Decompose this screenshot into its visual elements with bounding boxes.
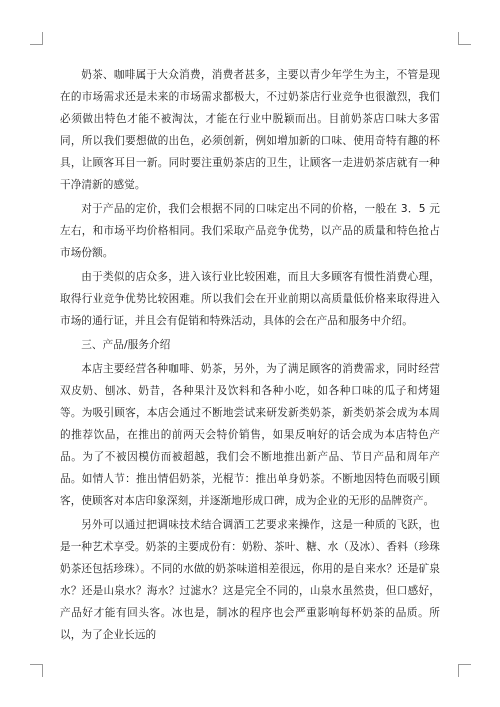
paragraph-craft: 另外可以通过把调味技术结合调酒工艺要求来操作，这是一种质的飞跃，也是一种艺术享受。奶茶的主要成份有：奶粉、茶叶、糖、水（及冰）、香料（珍珠奶茶还包括珍珠）。不同的水做的奶茶味道相差很远，你用的是自来水？还是矿泉水？还是山泉水？海水？过滤水？这是完全不同的，山泉水虽然贵，但口感好，产品好才能有回头客。冰也是，制冰的程序也会严重影响每杯奶茶的品质。所以，为了企业长远的: [60, 519, 440, 641]
paragraph-pricing: 对于产品的定价，我们会根据不同的口味定出不同的价格，一般在 3．5 元左右，和市场平均价格相同。我们采取产品竞争优势，以产品的质量和特色抢占市场份额。: [60, 203, 440, 259]
crop-mark-top-left: [30, 32, 43, 45]
paragraph-products: 本店主要经营各种咖啡、奶茶，另外，为了满足顾客的消费需求，同时经营双皮奶、刨冰、奶昔，各种果汁及饮料和各种小吃，如各种口味的瓜子和烤翅等。为吸引顾客，本店会通过不断地尝试来研发新类奶茶，新类奶茶会成为本周的推荐饮品，在推出的前两天会特价销售，如果反响好的话会成为本店特色产品。为了不被因模仿而被超越，我们会不断地推出新产品、节日产品和周年产品。如情人节：推出情侣奶茶，光棍节：推出单身奶茶。不断地因特色而吸引顾客，使顾客对本店印象深刻，并逐渐地形成口碑，成为企业的无形的品牌资产。: [60, 363, 440, 507]
crop-mark-bottom-right: [458, 664, 471, 677]
paragraph-market-intro: 奶茶、咖啡属于大众消费，消费者甚多，主要以青少年学生为主，不管是现在的市场需求还是未来的市场需求都极大，不过奶茶店行业竞争也很激烈，我们必须做出特色才能不被淘汰，才能在行业中脱颖而出。目前奶茶店口味大多雷同，所以我们要想做的出色，必须创新，例如增加新的口味、使用奇特有趣的杯具，让顾客耳目一新。同时要注重奶茶店的卫生，让顾客一走进奶茶店就有一种干净清新的感觉。: [60, 69, 440, 191]
crop-mark-top-right: [458, 32, 471, 45]
document-body: [60, 64, 440, 648]
paragraph-market-entry: 由于类似的店众多，进入该行业比较困难，而且大多顾客有惯性消费心理，取得行业竞争优势比较困难。所以我们会在开业前期以高质量低价格来取得进入市场的通行证，并且会有促销和特殊活动，具体的会在产品和服务中介绍。: [60, 271, 440, 327]
crop-mark-bottom-left: [30, 664, 43, 677]
section-heading: 三、产品/服务介绍: [81, 339, 171, 351]
